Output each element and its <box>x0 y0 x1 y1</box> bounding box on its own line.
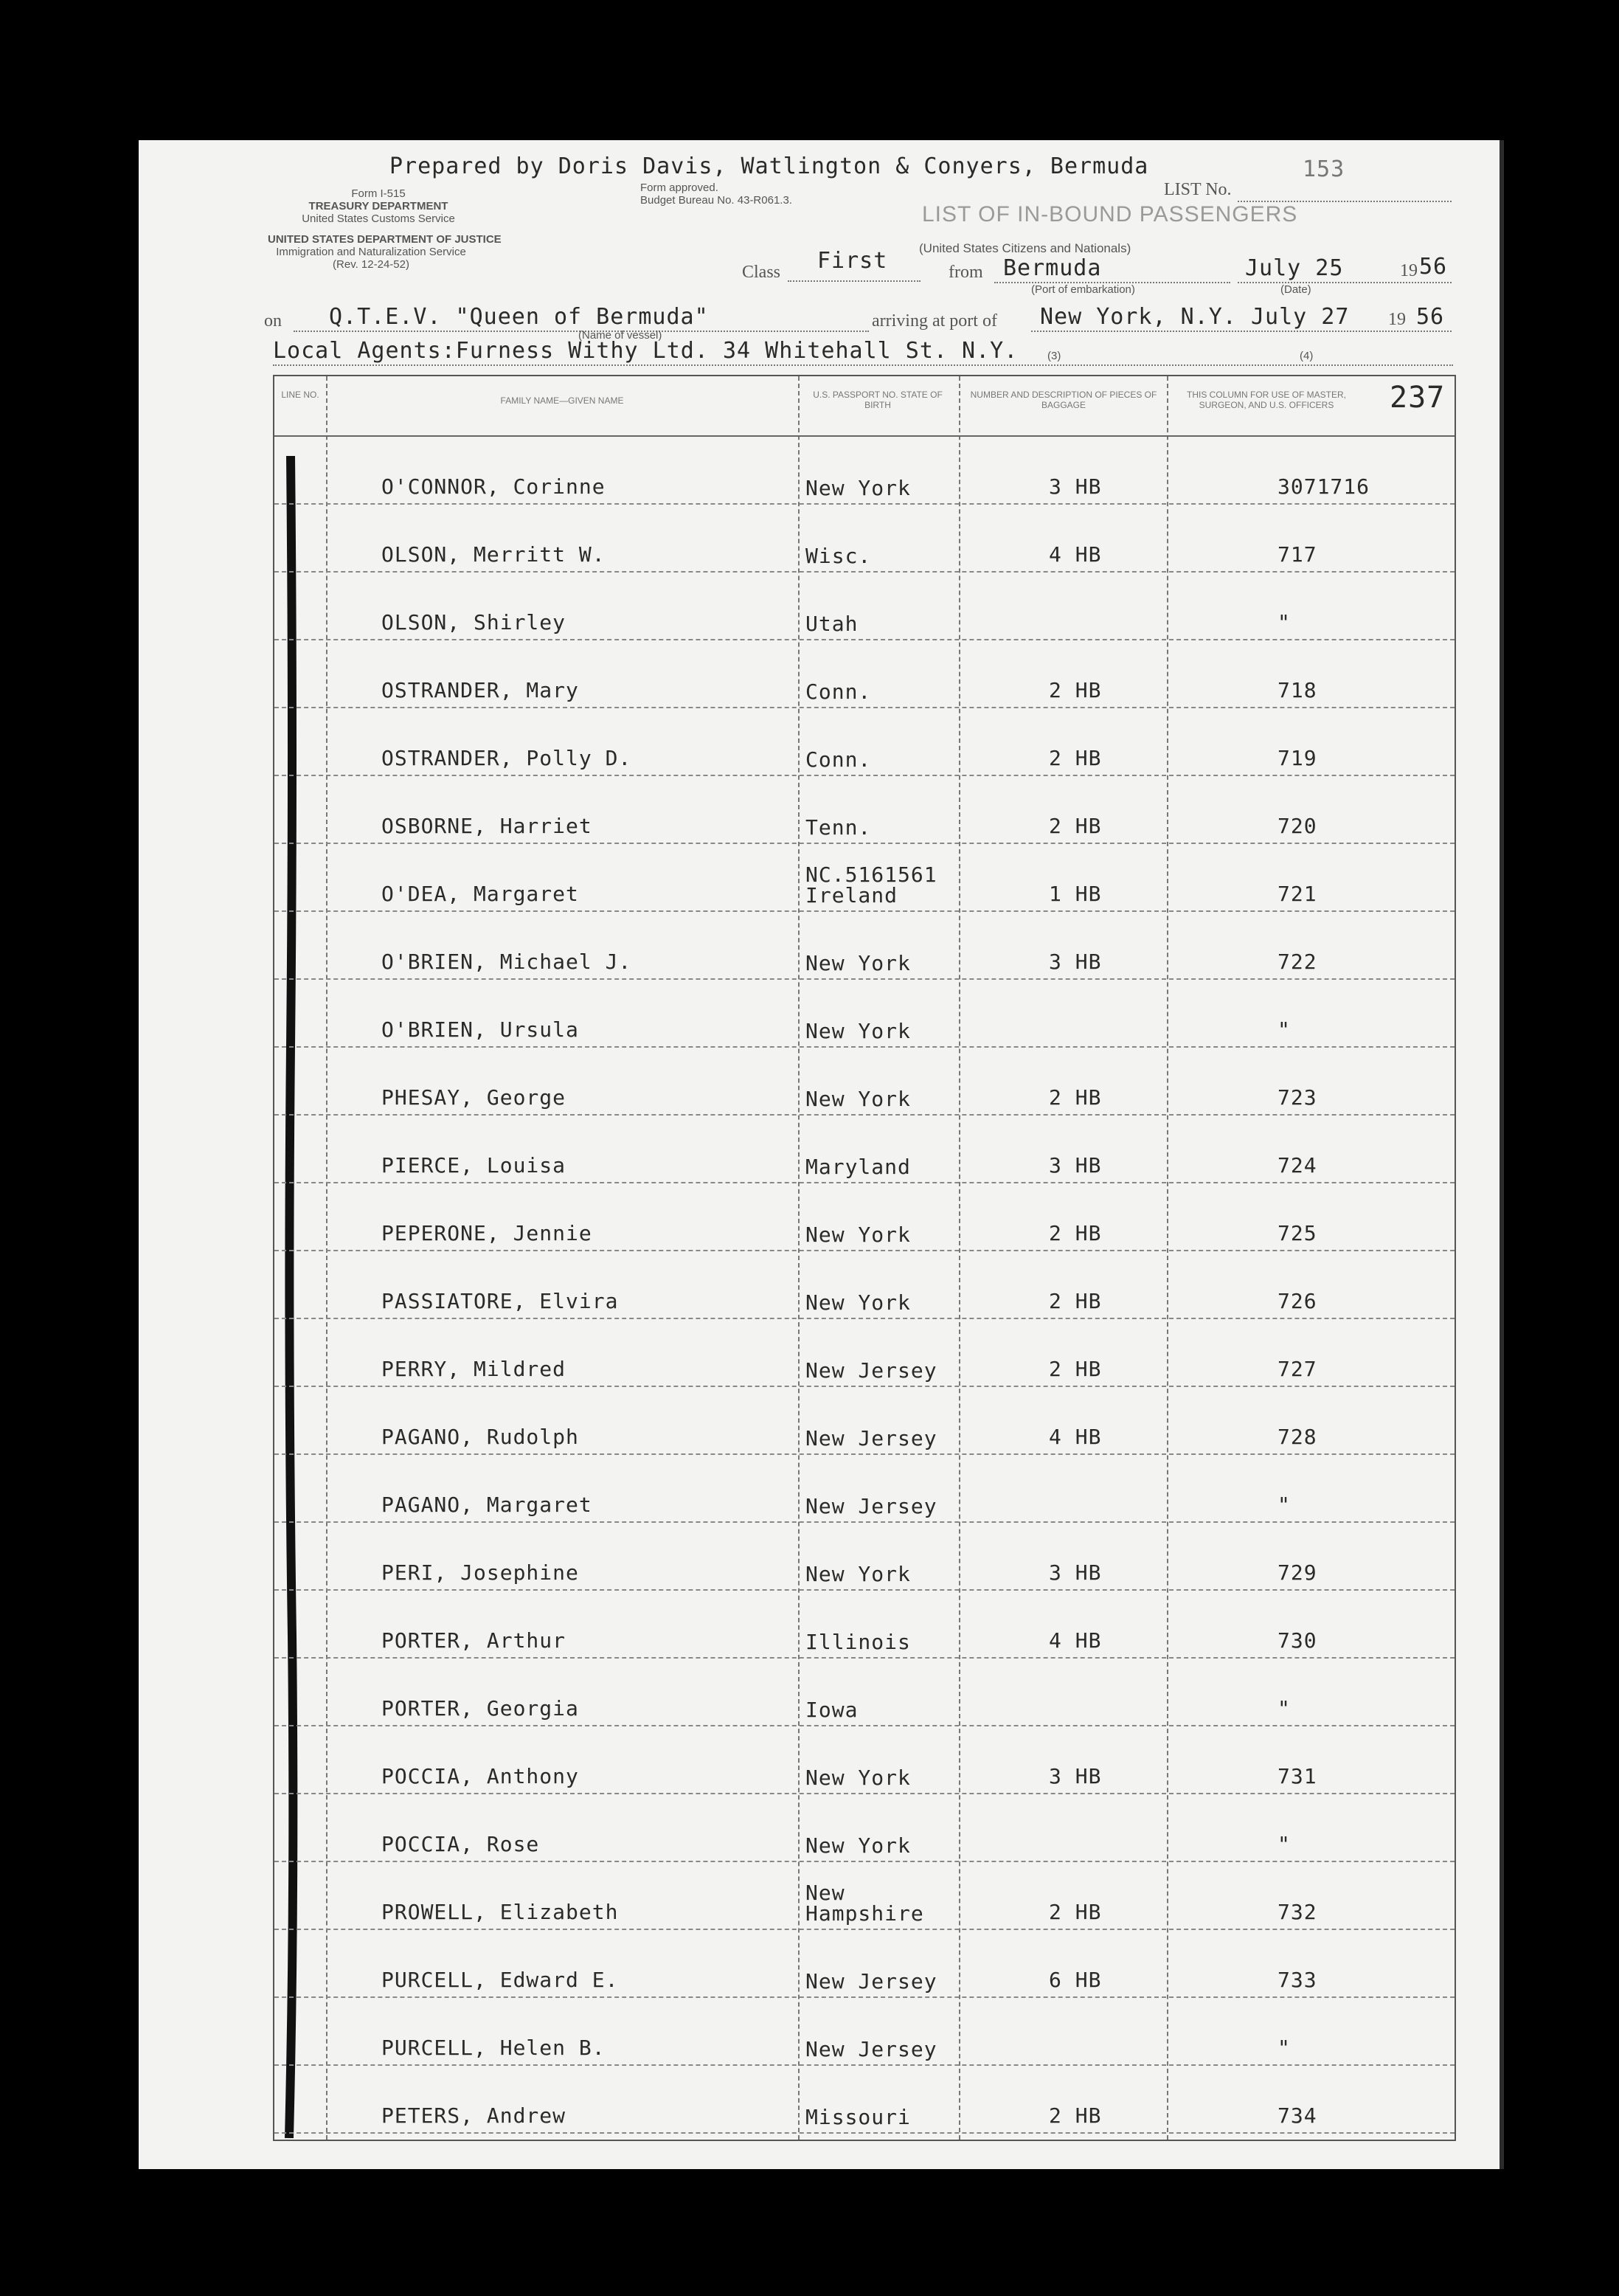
list-subtitle: (United States Citizens and Nationals) <box>919 241 1131 255</box>
passenger-residence: Missouri <box>805 2105 911 2129</box>
table-row <box>274 1861 1455 1930</box>
passenger-baggage: 3 HB <box>1049 950 1102 974</box>
passenger-number: 734 <box>1277 2103 1317 2128</box>
passenger-name: OSBORNE, Harriet <box>381 814 592 838</box>
passenger-residence: New Jersey <box>805 1969 937 1994</box>
from-value: Bermuda <box>1003 255 1102 281</box>
table-row <box>274 435 1455 505</box>
passenger-baggage: 3 HB <box>1049 1153 1102 1178</box>
passenger-name: PURCELL, Edward E. <box>381 1968 619 1992</box>
from-label: from <box>949 263 983 282</box>
passenger-baggage: 2 HB <box>1049 678 1102 702</box>
passenger-residence: New York <box>805 1562 911 1586</box>
passenger-residence: Iowa <box>805 1698 859 1722</box>
table-row <box>274 1929 1455 1998</box>
table-row <box>274 1114 1455 1183</box>
manifest-page <box>139 140 1504 2169</box>
passenger-residence: Maryland <box>805 1155 911 1179</box>
sheet-number: 237 <box>1390 381 1446 415</box>
passenger-number: 721 <box>1277 882 1317 906</box>
passenger-number: 732 <box>1277 1900 1317 1924</box>
table-row <box>274 1250 1455 1319</box>
form-block: Form I-515 TREASURY DEPARTMENT United States Customs Service <box>302 187 455 225</box>
table-row <box>274 571 1455 640</box>
list-title: LIST OF IN-BOUND PASSENGERS <box>922 202 1298 227</box>
col-header-official: THIS COLUMN FOR USE OF MASTER, SURGEON, AND U.S. OFFICERS <box>1186 390 1346 410</box>
passenger-number: 723 <box>1277 1085 1317 1110</box>
passenger-name: O'DEA, Margaret <box>381 882 579 906</box>
passenger-name: PERI, Josephine <box>381 1560 579 1585</box>
passenger-baggage: 4 HB <box>1049 1628 1102 1653</box>
passenger-residence: Conn. <box>805 680 872 704</box>
passenger-number: 731 <box>1277 1764 1317 1788</box>
arrival-year-prefix: 19 <box>1388 310 1406 329</box>
passenger-residence: New York <box>805 1223 911 1247</box>
table-row <box>274 707 1455 776</box>
passenger-name: PAGANO, Margaret <box>381 1493 592 1517</box>
table-row <box>274 1453 1455 1523</box>
arriving-label: arriving at port of <box>872 311 997 331</box>
passenger-name: PETERS, Andrew <box>381 2103 566 2128</box>
table-row <box>274 1996 1455 2066</box>
passenger-number: " <box>1277 610 1291 634</box>
table-row <box>274 2064 1455 2134</box>
passenger-baggage: 3 HB <box>1049 1560 1102 1585</box>
passenger-residence: New York <box>805 951 911 975</box>
departure-year-prefix: 19 <box>1400 261 1418 280</box>
col-header-baggage: NUMBER AND DESCRIPTION OF PIECES OF BAGGAGE <box>970 390 1157 410</box>
passenger-name: PERRY, Mildred <box>381 1357 566 1381</box>
table-row <box>274 1521 1455 1591</box>
passenger-name: O'CONNOR, Corinne <box>381 474 606 499</box>
table-row <box>274 1046 1455 1116</box>
departure-date: July 25 <box>1245 255 1344 281</box>
passenger-number: " <box>1277 1493 1291 1517</box>
doj-block: UNITED STATES DEPARTMENT OF JUSTICE Immigration and Naturalization Service (Rev. 12-24-52) <box>268 233 502 271</box>
col-number-3: (3) <box>1047 350 1061 362</box>
date-line <box>1238 282 1452 283</box>
passenger-residence: Illinois <box>805 1630 911 1654</box>
passenger-name: PHESAY, George <box>381 1085 566 1110</box>
passenger-baggage: 2 HB <box>1049 1357 1102 1381</box>
on-label: on <box>264 311 282 331</box>
class-line <box>788 280 921 282</box>
passenger-name: POCCIA, Anthony <box>381 1764 579 1788</box>
passenger-residence: New Hampshire <box>805 1881 924 1926</box>
passenger-number: " <box>1277 1832 1291 1856</box>
passenger-number: 719 <box>1277 746 1317 770</box>
passenger-baggage: 2 HB <box>1049 1900 1102 1924</box>
passenger-name: OLSON, Shirley <box>381 610 566 634</box>
prepared-by: Prepared by Doris Davis, Watlington & Conyers, Bermuda <box>389 153 1149 179</box>
passenger-number: 729 <box>1277 1560 1317 1585</box>
passenger-residence: Tenn. <box>805 815 872 840</box>
passenger-name: PROWELL, Elizabeth <box>381 1900 619 1924</box>
passenger-baggage: 2 HB <box>1049 1221 1102 1245</box>
table-row <box>274 910 1455 980</box>
table-row <box>274 1793 1455 1862</box>
list-no-label: LIST No. <box>1164 180 1232 199</box>
passenger-baggage: 6 HB <box>1049 1968 1102 1992</box>
passenger-baggage: 2 HB <box>1049 814 1102 838</box>
passenger-number: 727 <box>1277 1357 1317 1381</box>
port-caption: (Port of embarkation) <box>1031 283 1135 296</box>
passenger-number: " <box>1277 1017 1291 1042</box>
col-header-line: LINE NO. <box>281 390 319 400</box>
passenger-baggage: 4 HB <box>1049 542 1102 567</box>
table-row <box>274 1386 1455 1455</box>
passenger-name: PASSIATORE, Elvira <box>381 1289 619 1313</box>
passenger-table <box>273 375 1456 2141</box>
table-row <box>274 843 1455 912</box>
passenger-number: 717 <box>1277 542 1317 567</box>
form-approved: Form approved. Budget Bureau No. 43-R061.3. <box>640 181 792 207</box>
passenger-number: 720 <box>1277 814 1317 838</box>
passenger-number: 724 <box>1277 1153 1317 1178</box>
vessel-name: Q.T.E.V. "Queen of Bermuda" <box>329 304 709 330</box>
arrival-port: New York, N.Y. <box>1040 304 1237 330</box>
col-header-passport: U.S. PASSPORT NO. STATE OF BIRTH <box>813 390 943 410</box>
passenger-residence: New York <box>805 1766 911 1790</box>
passenger-name: PORTER, Georgia <box>381 1696 579 1721</box>
table-row <box>274 978 1455 1048</box>
passenger-baggage: 2 HB <box>1049 1085 1102 1110</box>
passenger-baggage: 4 HB <box>1049 1425 1102 1449</box>
passenger-residence: New York <box>805 1290 911 1315</box>
passenger-residence: New Jersey <box>805 2037 937 2061</box>
passenger-number: 725 <box>1277 1221 1317 1245</box>
passenger-name: POCCIA, Rose <box>381 1832 540 1856</box>
table-row <box>274 1182 1455 1251</box>
passenger-residence: New York <box>805 476 911 500</box>
col-number-4: (4) <box>1300 350 1314 362</box>
passenger-name: OLSON, Merritt W. <box>381 542 606 567</box>
passenger-name: PORTER, Arthur <box>381 1628 566 1653</box>
agents-line <box>273 364 1453 366</box>
passenger-number: 728 <box>1277 1425 1317 1449</box>
passenger-residence: New Jersey <box>805 1494 937 1518</box>
passenger-number: " <box>1277 1696 1291 1721</box>
passenger-residence: New York <box>805 1833 911 1858</box>
passenger-residence: New Jersey <box>805 1358 937 1383</box>
col-header-name: FAMILY NAME—GIVEN NAME <box>500 395 624 406</box>
arrival-line <box>1031 331 1452 332</box>
passenger-number: 730 <box>1277 1628 1317 1653</box>
table-row <box>274 639 1455 708</box>
passenger-name: OSTRANDER, Mary <box>381 678 579 702</box>
passenger-number: 3071716 <box>1277 474 1370 499</box>
passenger-baggage: 2 HB <box>1049 746 1102 770</box>
table-row <box>274 1589 1455 1659</box>
passenger-residence: New York <box>805 1019 911 1043</box>
passenger-residence: Wisc. <box>805 544 872 568</box>
passenger-number: 722 <box>1277 950 1317 974</box>
table-row <box>274 775 1455 844</box>
class-value: First <box>817 248 888 274</box>
arrival-date: July 27 <box>1251 304 1350 330</box>
passenger-residence: New York <box>805 1087 911 1111</box>
passenger-number: 726 <box>1277 1289 1317 1313</box>
passenger-baggage: 1 HB <box>1049 882 1102 906</box>
table-row <box>274 1657 1455 1726</box>
passenger-number: " <box>1277 2036 1291 2060</box>
passenger-name: PIERCE, Louisa <box>381 1153 566 1178</box>
table-row <box>274 503 1455 573</box>
passenger-name: PAGANO, Rudolph <box>381 1425 579 1449</box>
passenger-name: PEPERONE, Jennie <box>381 1221 592 1245</box>
passenger-number: 733 <box>1277 1968 1317 1992</box>
passenger-baggage: 3 HB <box>1049 474 1102 499</box>
passenger-residence: New Jersey <box>805 1426 937 1450</box>
passenger-residence: NC.5161561 Ireland <box>805 862 937 907</box>
arrival-year: 56 <box>1416 304 1445 330</box>
departure-year: 56 <box>1419 254 1448 280</box>
date-caption: (Date) <box>1280 283 1311 296</box>
vessel-caption: (Name of vessel) <box>578 329 662 342</box>
passenger-baggage: 3 HB <box>1049 1764 1102 1788</box>
passenger-name: O'BRIEN, Ursula <box>381 1017 579 1042</box>
passenger-residence: Utah <box>805 612 859 636</box>
passenger-number: 718 <box>1277 678 1317 702</box>
passenger-name: PURCELL, Helen B. <box>381 2036 606 2060</box>
table-row <box>274 1318 1455 1387</box>
passenger-baggage: 2 HB <box>1049 1289 1102 1313</box>
table-row <box>274 1725 1455 1794</box>
page-number: 153 <box>1303 156 1345 182</box>
passenger-name: OSTRANDER, Polly D. <box>381 746 632 770</box>
passenger-residence: Conn. <box>805 747 872 772</box>
class-label: Class <box>742 263 781 282</box>
passenger-name: O'BRIEN, Michael J. <box>381 950 632 974</box>
passenger-baggage: 2 HB <box>1049 2103 1102 2128</box>
local-agents: Local Agents:Furness Withy Ltd. 34 Whitehall St. N.Y. <box>273 338 1019 364</box>
